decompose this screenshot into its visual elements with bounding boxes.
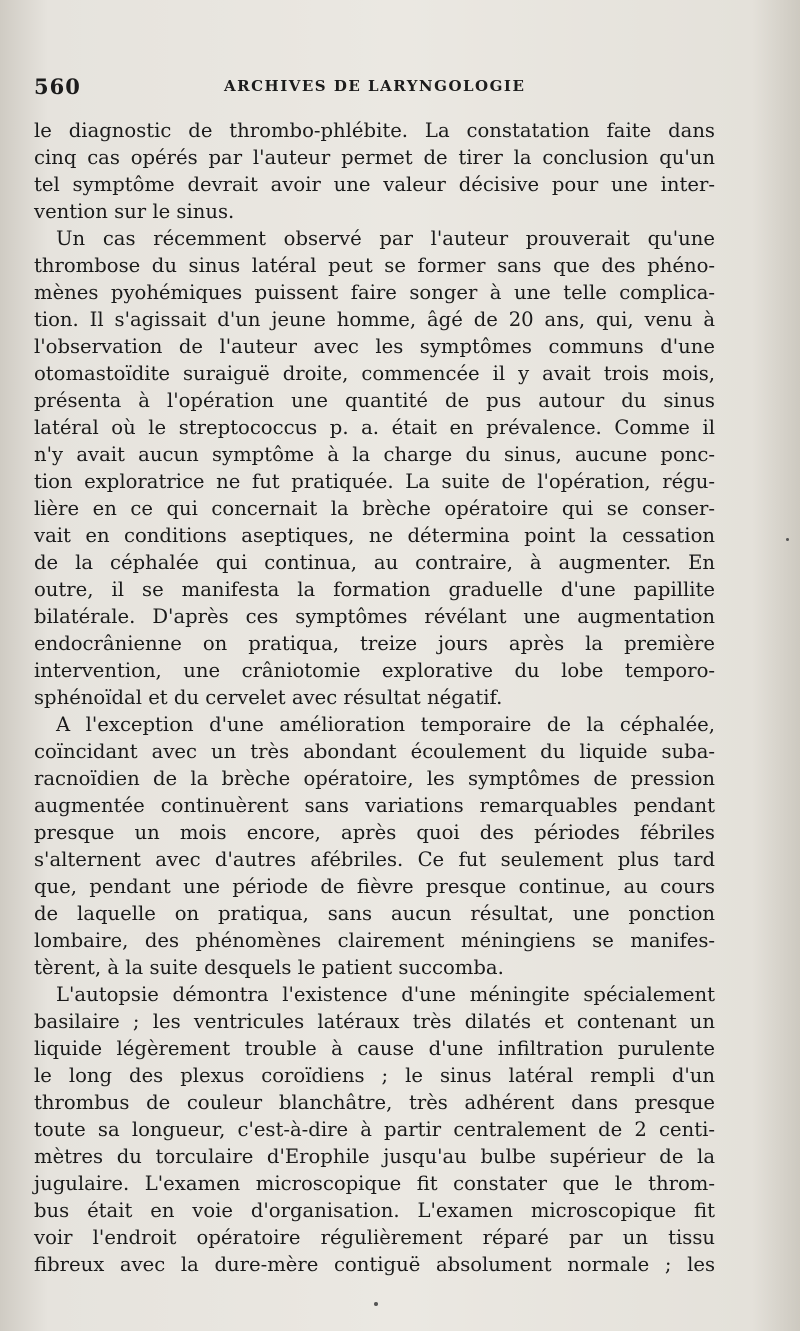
body-text (34, 117, 715, 1278)
text-line: l'observation de l'auteur avec les symptômes communs d'une (34, 335, 715, 358)
ink-speck (786, 538, 789, 541)
text-line: thrombus de couleur blanchâtre, très adhérent dans presque (34, 1091, 715, 1114)
text-line: le long des plexus coroïdiens ; le sinus latéral rempli d'un (34, 1064, 715, 1087)
text-line: coïncidant avec un très abondant écoulement du liquide suba- (34, 740, 715, 763)
text-line: jugulaire. L'examen microscopique fit constater que le throm- (34, 1172, 715, 1195)
page-header (34, 74, 734, 104)
text-line: mènes pyohémiques puissent faire songer à une telle complica- (34, 281, 715, 304)
text-line: fibreux avec la dure-mère contiguë absolument normale ; les (34, 1253, 715, 1276)
text-line: latéral où le streptococcus p. a. était en prévalence. Comme il (34, 416, 715, 439)
text-line: outre, il se manifesta la formation graduelle d'une papillite (34, 578, 715, 601)
text-line: racnoïdien de la brèche opératoire, les symptômes de pression (34, 767, 715, 790)
text-line: s'alternent avec d'autres afébriles. Ce fut seulement plus tard (34, 848, 715, 871)
text-line: toute sa longueur, c'est-à-dire à partir centralement de 2 centi- (34, 1118, 715, 1141)
text-line: n'y avait aucun symptôme à la charge du sinus, aucune ponc- (34, 443, 715, 466)
text-line: tel symptôme devrait avoir une valeur décisive pour une inter- (34, 173, 715, 196)
text-line: tèrent, à la suite desquels le patient succomba. (34, 956, 504, 979)
text-line: A l'exception d'une amélioration temporaire de la céphalée, (56, 713, 715, 736)
text-line: bilatérale. D'après ces symptômes révélant une augmentation (34, 605, 715, 628)
text-line: tion. Il s'agissait d'un jeune homme, âgé de 20 ans, qui, venu à (34, 308, 715, 331)
text-line: vention sur le sinus. (34, 200, 235, 223)
text-line: de la céphalée qui continua, au contraire, à augmenter. En (34, 551, 715, 574)
text-line: presque un mois encore, après quoi des périodes fébriles (34, 821, 715, 844)
text-line: que, pendant une période de fièvre presque continue, au cours (34, 875, 715, 898)
text-line: présenta à l'opération une quantité de pus autour du sinus (34, 389, 715, 412)
text-line: voir l'endroit opératoire régulièrement réparé par un tissu (34, 1226, 715, 1249)
text-line: endocrânienne on pratiqua, treize jours après la première (34, 632, 715, 655)
running-title: ARCHIVES DE LARYNGOLOGIE (224, 77, 526, 95)
text-line: intervention, une crâniotomie explorative du lobe temporo- (34, 659, 715, 682)
text-line: bus était en voie d'organisation. L'examen microscopique fit (34, 1199, 715, 1222)
text-line: de laquelle on pratiqua, sans aucun résultat, une ponction (34, 902, 715, 925)
text-line: lombaire, des phénomènes clairement méningiens se manifes- (34, 929, 715, 952)
text-line: sphénoïdal et du cervelet avec résultat négatif. (34, 686, 503, 709)
text-line: mètres du torculaire d'Erophile jusqu'au bulbe supérieur de la (34, 1145, 715, 1168)
text-line: thrombose du sinus latéral peut se former sans que des phéno- (34, 254, 715, 277)
text-line: cinq cas opérés par l'auteur permet de tirer la conclusion qu'un (34, 146, 715, 169)
text-line: L'autopsie démontra l'existence d'une méningite spécialement (56, 983, 715, 1006)
text-line: Un cas récemment observé par l'auteur prouverait qu'une (56, 227, 715, 250)
text-line: le diagnostic de thrombo-phlébite. La constatation faite dans (34, 119, 715, 142)
text-line: vait en conditions aseptiques, ne détermina point la cessation (34, 524, 715, 547)
text-line: basilaire ; les ventricules latéraux très dilatés et contenant un (34, 1010, 715, 1033)
text-line: tion exploratrice ne fut pratiquée. La suite de l'opération, régu- (34, 470, 715, 493)
text-line: lière en ce qui concernait la brèche opératoire qui se conser- (34, 497, 715, 520)
ink-speck (374, 1302, 378, 1306)
page-number: 560 (34, 74, 81, 99)
text-line: augmentée continuèrent sans variations remarquables pendant (34, 794, 715, 817)
text-line: liquide légèrement trouble à cause d'une infiltration purulente (34, 1037, 715, 1060)
text-line: otomastoïdite suraiguë droite, commencée il y avait trois mois, (34, 362, 715, 385)
